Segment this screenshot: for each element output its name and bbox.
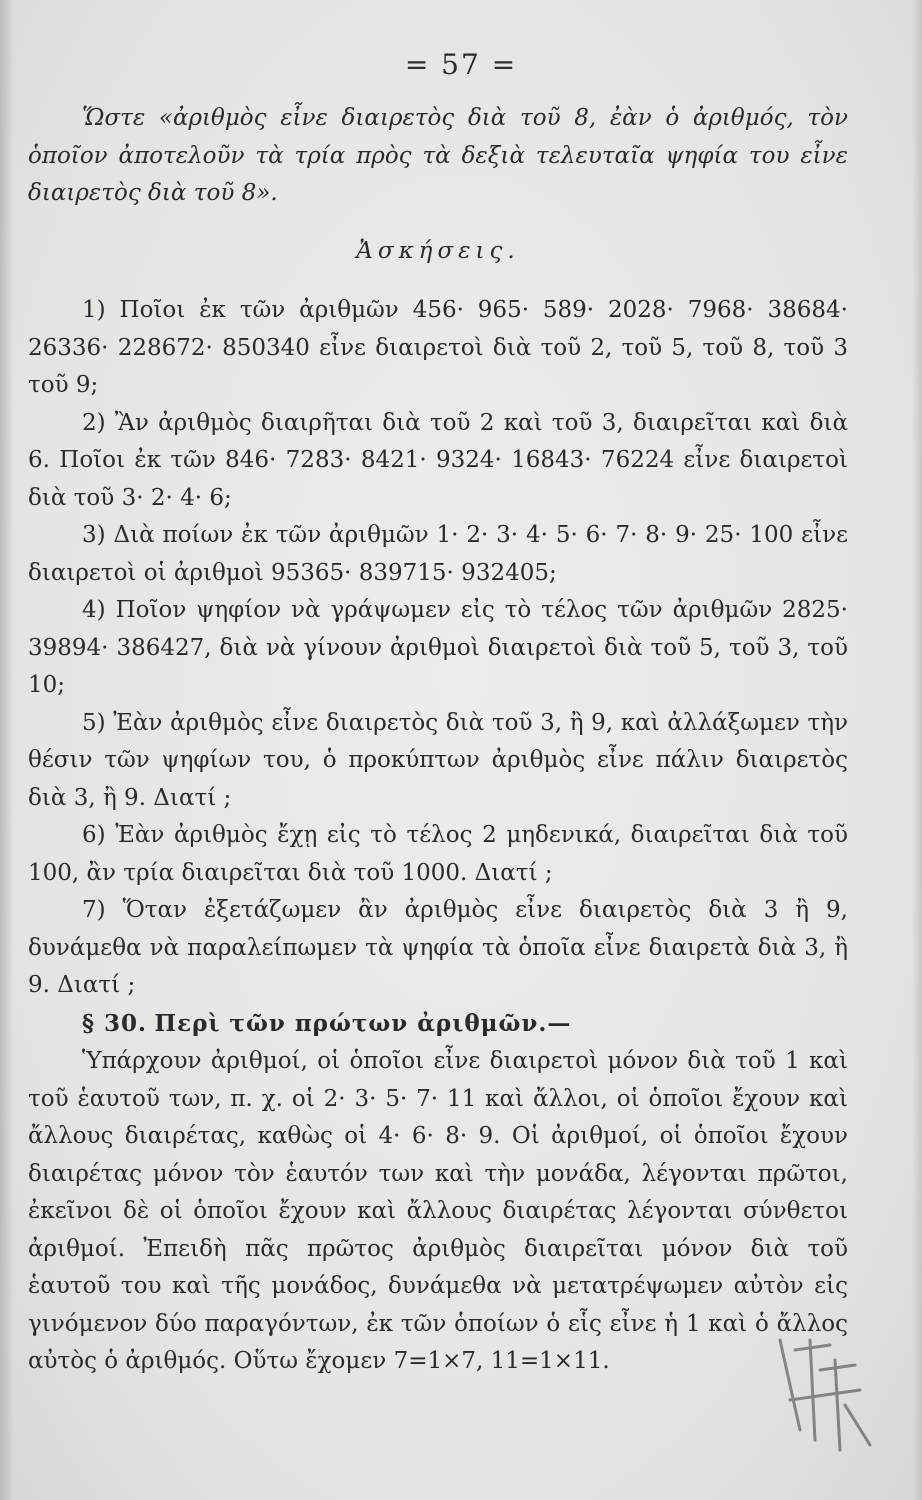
page-number: = 57 = (404, 48, 518, 81)
page-body (28, 100, 848, 1381)
section-title: Περὶ τῶν πρώτων ἀριθμῶν.— (154, 1009, 572, 1037)
exercise-item-7: 7) Ὅταν ἐξετάζωμεν ἂν ἀριθμὸς εἶνε διαιρετὸς διὰ 3 ἢ 9, δυνάμεθα νὰ παραλείπωμεν τὰ ψηφία τὰ ὁποῖα εἶνε διαιρετὰ διὰ 3, ἢ 9. Διατί ; (28, 897, 848, 998)
handwritten-signature-mark (760, 1310, 880, 1460)
section-paragraph: Ὑπάρχουν ἀριθμοί, οἱ ὁποῖοι εἶνε διαιρετοὶ μόνον διὰ τοῦ 1 καὶ τοῦ ἑαυτοῦ των, π. χ. οἱ 2· 3· 5· 7· 11 καὶ ἄλλοι, οἱ ὁποῖοι ἔχουν καὶ ἄλλους διαιρέτας, καθὼς οἱ 4· 6· 8· 9. Οἱ ἀριθμοί, οἱ ὁποῖοι ἔχουν διαιρέτας μόνον τὸν ἑαυτόν των καὶ τὴν μονάδα, λέγονται πρῶτοι, ἐκεῖνοι δὲ οἱ ὁποῖοι ἔχουν καὶ ἄλλους διαιρέτας λέγονται σύνθετοι ἀριθμοί. Ἐπειδὴ πᾶς πρῶτος ἀριθμὸς διαιρεῖται μόνον διὰ τοῦ ἑαυτοῦ του καὶ τῆς μονάδος, δυνάμεθα νὰ μετατρέψωμεν αὐτὸν εἰς γινόμενον δύο παραγόντων, ἐκ τῶν ὁποίων ὁ εἷς εἶνε ἡ 1 καὶ ὁ ἄλλος αὐτὸς ὁ ἀριθμός. Οὕτω ἔχομεν 7=1×7, 11=1×11. (28, 1048, 848, 1374)
exercise-item-1: 1) Ποῖοι ἐκ τῶν ἀριθμῶν 456· 965· 589· 2028· 7968· 38684· 26336· 228672· 850340 εἶνε διαιρετοὶ διὰ τοῦ 2, τοῦ 5, τοῦ 8, τοῦ 3 τοῦ 9; (28, 297, 848, 398)
exercise-item-3: 3) Διὰ ποίων ἐκ τῶν ἀριθμῶν 1· 2· 3· 4· 5· 6· 7· 8· 9· 25· 100 εἶνε διαιρετοὶ οἱ ἀριθμοὶ 95365· 839715· 932405; (28, 522, 848, 586)
section-marker: § 30. (82, 1009, 148, 1037)
page-edge-left (0, 0, 14, 1500)
exercise-item-2: 2) Ἂν ἀριθμὸς διαιρῆται διὰ τοῦ 2 καὶ τοῦ 3, διαιρεῖται καὶ διὰ 6. Ποῖοι ἐκ τῶν 846· 7283· 8421· 9324· 16843· 76224 εἶνε διαιρετοὶ διὰ τοῦ 3· 2· 4· 6; (28, 409, 848, 511)
exercise-item-6: 6) Ἐὰν ἀριθμὸς ἔχῃ εἰς τὸ τέλος 2 μηδενικά, διαιρεῖται διὰ τοῦ 100, ἂν τρία διαιρεῖται διὰ τοῦ 1000. Διατί ; (28, 822, 848, 886)
page-edge-right (912, 0, 922, 1500)
exercises-heading: Ἀσκήσεις. (356, 237, 520, 264)
exercise-item-5: 5) Ἐὰν ἀριθμὸς εἶνε διαιρετὸς διὰ τοῦ 3, ἢ 9, καὶ ἀλλάξωμεν τὴν θέσιν τῶν ψηφίων του, ὁ προκύπτων ἀριθμὸς εἶνε πάλιν διαιρετὸς διὰ 3, ἢ 9. Διατί ; (28, 709, 848, 811)
exercise-item-4: 4) Ποῖον ψηφίον νὰ γράψωμεν εἰς τὸ τέλος τῶν ἀριθμῶν 2825· 39894· 386427, διὰ νὰ γίνουν ἀριθμοὶ διαιρετοὶ διὰ τοῦ 5, τοῦ 3, τοῦ 10; (28, 597, 848, 698)
intro-paragraph: Ὥστε «ἀριθμὸς εἶνε διαιρετὸς διὰ τοῦ 8, ἐὰν ὁ ἀριθμός, τὸν ὁποῖον ἀποτελοῦν τὰ τρία πρὸς τὰ δεξιὰ τελευταῖα ψηφία του εἶνε διαιρετὸς διὰ τοῦ 8». (28, 105, 848, 206)
section-heading (28, 1005, 848, 1044)
